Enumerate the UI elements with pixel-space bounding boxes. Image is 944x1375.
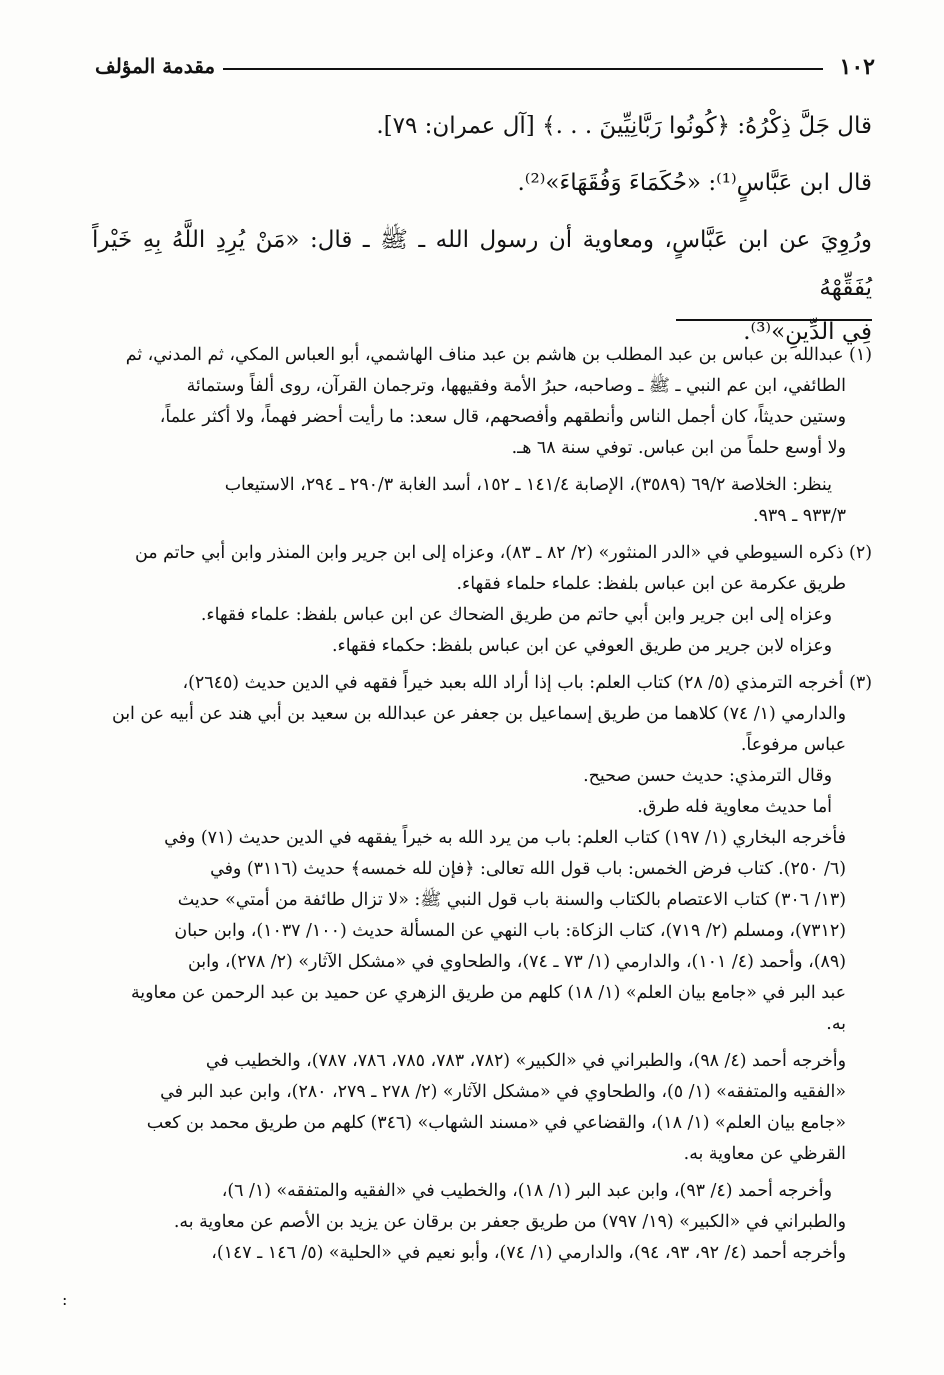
page-header <box>95 46 875 82</box>
footnote-line: طريق عكرمة عن ابن عباس بلفظ: علماء حلماء فقهاء. <box>456 574 846 594</box>
footnote-line: والطبراني في «الكبير» (١٩/ ٧٩٧) من طريق جعفر بن برقان عن يزيد بن الأصم عن معاوية به. <box>173 1212 846 1232</box>
footnote-line: ٩٣٣/٣ ـ ٩٣٩. <box>753 506 846 526</box>
footnote-line: ينظر: الخلاصة ٦٩/٢ (٣٥٨٩)، الإصابة ١٤١/٤ ـ ١٥٢، أسد الغابة ٢٩٠/٣ ـ ٢٩٤، الاستيعاب <box>224 475 832 495</box>
footnote-line: (١٣/ ٣٠٦) كتاب الاعتصام بالكتاب والسنة باب قول النبي ﷺ: «لا تزال طائفة من أمتي» حديث <box>177 890 846 910</box>
footnote-line: أما حديث معاوية فله طرق. <box>637 797 832 817</box>
footnotes <box>72 340 872 1269</box>
margin-mark: : <box>62 1290 68 1309</box>
header-rule <box>223 68 823 70</box>
main-line: ورُوِيَ عن ابن عَبَّاسٍ، ومعاوية أن رسول الله ـ ﷺ ـ قال: «مَنْ يُرِدِ اللَّهُ بِهِ خَيْراً يُفَقِّهْهُ <box>92 227 872 301</box>
footnote-line: وستين حديثاً، كان أجمل الناس وأنطقهم وأفصحهم، قال سعد: ما رأيت أحضر فهماً، ولا أكثر علماً، <box>159 407 846 427</box>
main-line: قال جَلَّ ذِكْرُهُ: ﴿كُونُوا رَبَّانِيِّينَ . . .﴾ [آل عمران: ٧٩]. <box>376 113 872 139</box>
footnote-line: وعزاه إلى ابن جرير وابن أبي حاتم من طريق الضحاك عن ابن عباس بلفظ: علماء فقهاء. <box>200 605 832 625</box>
footnote-line: (٣) أخرجه الترمذي (٥/ ٢٨) كتاب العلم: باب إذا أراد الله بعبد خيراً فقهه في الدين حديث (٢٦٤٥)، <box>182 673 872 693</box>
footnote-line: (٧٣١٢)، ومسلم (٢/ ٧١٩)، كتاب الزكاة: باب النهي عن المسألة حديث (١٠٠/ ١٠٣٧)، وابن حبان <box>174 921 846 941</box>
footnote-line: به. <box>826 1014 846 1034</box>
footnote-line: وأخرجه أحمد (٤/ ٩٣)، وابن عبد البر (١/ ١٨)، والخطيب في «الفقيه والمتفقه» (١/ ٦)، <box>221 1181 832 1201</box>
footnote-line: الطائفي، ابن عم النبي ـ ﷺ ـ وصاحبه، حبرُ الأمة وفقيهها، وترجمان القرآن، روى ألفاً وستمائة <box>186 376 846 396</box>
footnote-line: فأخرجه البخاري (١/ ١٩٧) كتاب العلم: باب من يرد الله به خيراً يفقهه في الدين حديث (٧١) وفي <box>164 828 846 848</box>
running-title: مقدمة المؤلف <box>95 54 216 78</box>
footnote-line: «جامع بيان العلم» (١/ ١٨)، والقضاعي في «مسند الشهاب» (٣٤٦) كلهم من طريق محمد بن كعب <box>146 1113 846 1133</box>
footnote-line: (١) عبدالله بن عباس بن عبد المطلب بن هاشم بن عبد مناف الهاشمي، أبو العباس المكي، ثم المدني، ثم <box>125 345 872 365</box>
footnote-line: (٢) ذكره السيوطي في «الدر المنثور» (٢/ ٨٢ ـ ٨٣)، وعزاه إلى ابن جرير وابن المنذر وابن أبي حاتم من <box>135 543 872 563</box>
footnote-line: عبد البر في «جامع بيان العلم» (١/ ١٨) كلهم من طريق الزهري عن حميد بن عبد الرحمن عن معاوية <box>130 983 846 1003</box>
footnote-line: ولا أوسع حلماً من ابن عباس. توفي سنة ٦٨ هـ. <box>511 438 846 458</box>
main-line: قال ابن عَبَّاسٍ⁽¹⁾: «حُكَمَاءَ وَفُقَهَاءَ»⁽²⁾. <box>517 170 872 196</box>
footnote-line: القرظي عن معاوية به. <box>683 1144 846 1164</box>
page-number: ١٠٢ <box>839 54 875 80</box>
footnote-line: عباس مرفوعاً. <box>740 735 846 755</box>
footnote-line: وأخرجه أحمد (٤/ ٩٨)، والطبراني في «الكبير» (٧٨٢، ٧٨٣، ٧٨٥، ٧٨٦، ٧٨٧)، والخطيب في <box>205 1051 846 1071</box>
footnote-line: وقال الترمذي: حديث حسن صحيح. <box>583 766 832 786</box>
footnote-line: وعزاه لابن جرير من طريق العوفي عن ابن عباس بلفظ: حكماء فقهاء. <box>332 636 832 656</box>
footnote-line: «الفقيه والمتفقه» (١/ ٥)، والطحاوي في «مشكل الآثار» (٢/ ٢٧٨ ـ ٢٧٩، ٢٨٠)، وابن عبد البر في <box>160 1082 846 1102</box>
main-text <box>92 98 872 352</box>
footnote-separator <box>676 319 872 321</box>
footnote-line: (٦/ ٢٥٠). كتاب فرض الخمس: باب قول الله تعالى: ﴿فإن لله خمسه﴾ حديث (٣١١٦) وفي <box>210 859 846 879</box>
main-line: فِي الدِّينِ»⁽³⁾. <box>743 319 872 345</box>
footnote-line: وأخرجه أحمد (٤/ ٩٢، ٩٣، ٩٤)، والدارمي (١/ ٧٤)، وأبو نعيم في «الحلية» (٥/ ١٤٦ ـ ١٤٧)، <box>211 1243 846 1263</box>
footnote-line: والدارمي (١/ ٧٤) كلاهما من طريق إسماعيل بن جعفر عن عبدالله بن سعيد بن أبي هند عن أبيه عن ابن <box>111 704 846 724</box>
footnote-line: (٨٩)، وأحمد (٤/ ١٠١)، والدارمي (١/ ٧٣ ـ ٧٤)، والطحاوي في «مشكل الآثار» (٢/ ٢٧٨)، وابن <box>188 952 846 972</box>
